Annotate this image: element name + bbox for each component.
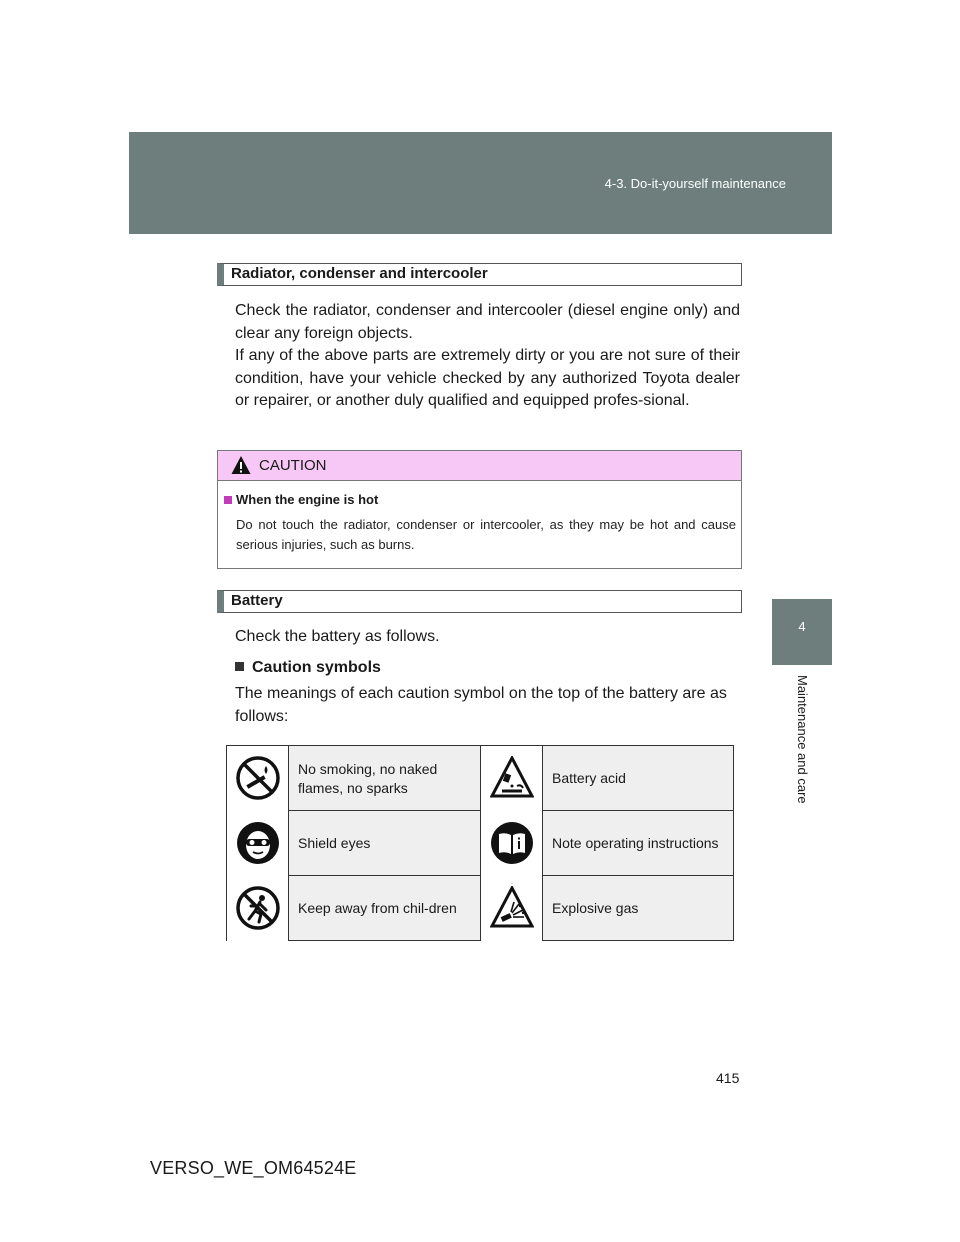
symbol-label: Keep away from chil-dren [289, 876, 481, 941]
symbol-icon-cell [227, 746, 289, 811]
symbol-icon-cell [227, 876, 289, 941]
chapter-tab [772, 599, 832, 665]
caution-symbols-heading [235, 659, 381, 677]
symbol-icon-cell [227, 811, 289, 876]
symbol-icon-cell [481, 811, 543, 876]
symbol-label: Explosive gas [552, 900, 639, 916]
keep-away-children-icon [236, 886, 280, 930]
symbol-label: No smoking, no naked flames, no sparks [289, 746, 481, 811]
chapter-title: Maintenance and care [795, 675, 810, 804]
symbol-label: Shield eyes [289, 811, 481, 876]
caution-header [218, 451, 741, 481]
caution-item-title [224, 492, 378, 507]
caution-item-label: When the engine is hot [236, 492, 379, 507]
chapter-number: 4 [798, 619, 806, 634]
table-row [227, 746, 733, 811]
radiator-paragraph-1: Check the radiator, condenser and intercooler (diesel engine only) and clear any foreign objects. [235, 302, 740, 342]
bullet-square-icon [235, 662, 244, 671]
section-title: 4-3. Do-it-yourself maintenance [604, 176, 786, 191]
caution-title: CAUTION [259, 457, 327, 474]
bullet-square-icon [224, 496, 232, 504]
table-row [227, 876, 733, 941]
symbol-label: Note operating instructions [552, 835, 719, 851]
explosive-gas-icon [490, 886, 534, 930]
warning-triangle-icon [231, 455, 251, 475]
header-band [129, 132, 832, 234]
table-row [227, 811, 733, 876]
document-code: VERSO_WE_OM64524E [150, 1158, 357, 1178]
battery-intro: Check the battery as follows. [235, 628, 440, 645]
battery-acid-icon [490, 756, 534, 800]
caution-symbols-label: Caution symbols [252, 659, 381, 676]
chapter-label [772, 665, 832, 825]
caution-box [217, 450, 742, 569]
operating-instructions-icon [490, 821, 534, 865]
symbol-icon-cell [481, 746, 543, 811]
no-smoking-icon [236, 756, 280, 800]
symbol-icon-cell [481, 876, 543, 941]
shield-eyes-icon [236, 821, 280, 865]
caution-symbols-table [226, 745, 734, 941]
battery-heading: Battery [217, 590, 742, 613]
radiator-heading: Radiator, condenser and intercooler [217, 263, 742, 286]
caution-symbols-text: The meanings of each caution symbol on the top of the battery are as follows: [235, 685, 727, 725]
radiator-paragraph-2: If any of the above parts are extremely dirty or you are not sure of their condition, have your vehicle checked by any authorized Toyota dealer or repairer, or another duly qualified and equipped profes-sional. [235, 347, 740, 409]
caution-item-text: Do not touch the radiator, condenser or intercooler, as they may be hot and cause serious injuries, such as burns. [236, 517, 736, 552]
page-number: 415 [716, 1070, 740, 1086]
symbol-label: Battery acid [552, 770, 626, 786]
